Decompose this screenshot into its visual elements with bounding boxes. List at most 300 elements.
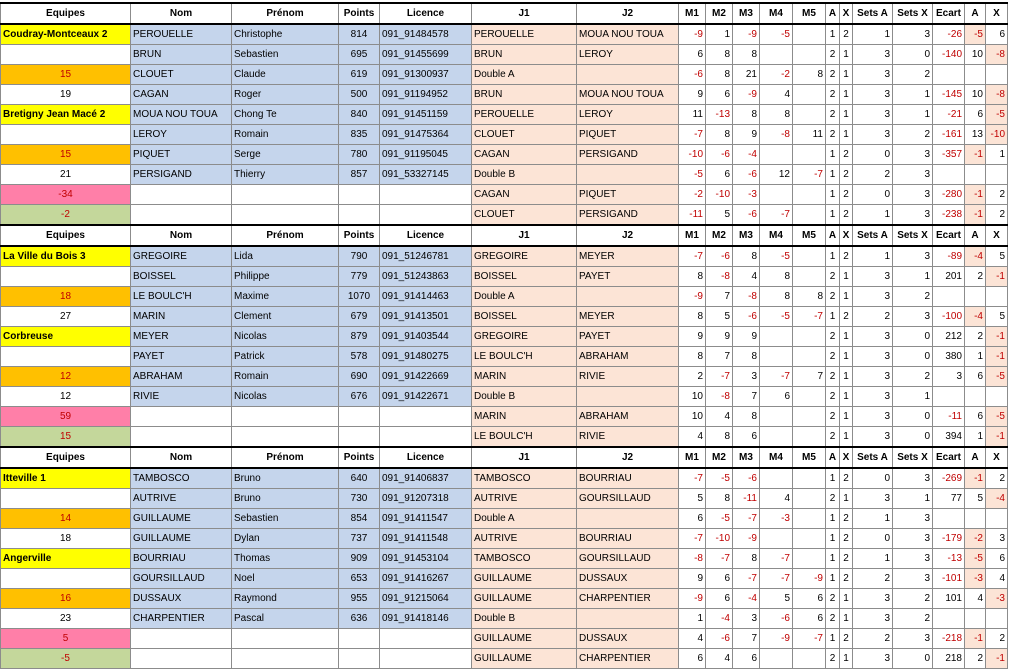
set-score-cell[interactable]: 6 — [733, 649, 760, 669]
result-a-cell[interactable]: 5 — [965, 489, 986, 509]
result-x-cell[interactable]: -10 — [986, 125, 1008, 145]
player-points-cell[interactable]: 790 — [339, 246, 380, 267]
player-licence-cell[interactable]: 091_91413501 — [380, 307, 472, 327]
player-firstname-cell[interactable]: Clement — [232, 307, 339, 327]
result-a-cell[interactable]: -1 — [965, 185, 986, 205]
sets-x-cell[interactable]: 3 — [893, 307, 933, 327]
set-score-cell[interactable]: 8 — [733, 347, 760, 367]
team-cell[interactable]: 15 — [1, 65, 131, 85]
col-header-j1[interactable]: J1 — [472, 3, 577, 24]
result-a-cell[interactable]: 10 — [965, 85, 986, 105]
player-firstname-cell[interactable]: Maxime — [232, 287, 339, 307]
match-player1-cell[interactable]: AUTRIVE — [472, 489, 577, 509]
result-x-cell[interactable]: 5 — [986, 307, 1008, 327]
sets-x-cell[interactable]: 3 — [893, 549, 933, 569]
set-score-cell[interactable]: -4 — [733, 589, 760, 609]
set-score-cell[interactable]: 8 — [733, 105, 760, 125]
player-name-cell[interactable]: PIQUET — [131, 145, 232, 165]
player-points-cell[interactable]: 619 — [339, 65, 380, 85]
result-a-cell[interactable]: -3 — [965, 569, 986, 589]
player-firstname-cell[interactable] — [232, 205, 339, 226]
sets-a-cell[interactable]: 3 — [853, 407, 893, 427]
set-score-cell[interactable]: 7 — [733, 387, 760, 407]
player-licence-cell[interactable]: 091_91451159 — [380, 105, 472, 125]
player-name-cell[interactable]: GUILLAUME — [131, 529, 232, 549]
match-player2-cell[interactable] — [577, 287, 679, 307]
set-score-cell[interactable] — [793, 85, 826, 105]
set-score-cell[interactable]: -3 — [733, 185, 760, 205]
match-player2-cell[interactable]: MOUA NOU TOUA — [577, 85, 679, 105]
ecart-cell[interactable]: -89 — [933, 246, 965, 267]
player-name-cell[interactable]: PAYET — [131, 347, 232, 367]
result-a-cell[interactable]: -4 — [965, 307, 986, 327]
set-score-cell[interactable] — [793, 267, 826, 287]
ecart-cell[interactable] — [933, 609, 965, 629]
col-header-points[interactable]: Points — [339, 3, 380, 24]
player-points-cell[interactable]: 653 — [339, 569, 380, 589]
player-name-cell[interactable]: DUSSAUX — [131, 589, 232, 609]
team-cell[interactable]: 19 — [1, 85, 131, 105]
col-header-equipes[interactable]: Equipes — [1, 225, 131, 246]
sets-a-cell[interactable]: 3 — [853, 327, 893, 347]
sets-x-cell[interactable]: 3 — [893, 205, 933, 226]
sets-won-x-cell[interactable]: 1 — [840, 589, 853, 609]
set-score-cell[interactable]: 8 — [706, 489, 733, 509]
sets-won-x-cell[interactable]: 1 — [840, 287, 853, 307]
team-cell[interactable] — [1, 569, 131, 589]
result-a-cell[interactable]: 2 — [965, 267, 986, 287]
set-score-cell[interactable]: 8 — [760, 267, 793, 287]
player-licence-cell[interactable]: 091_91418146 — [380, 609, 472, 629]
sets-won-a-cell[interactable]: 1 — [826, 185, 840, 205]
set-score-cell[interactable]: -7 — [733, 569, 760, 589]
set-score-cell[interactable]: 9 — [679, 85, 706, 105]
sets-x-cell[interactable]: 1 — [893, 85, 933, 105]
team-cell[interactable]: -34 — [1, 185, 131, 205]
set-score-cell[interactable]: 11 — [793, 125, 826, 145]
sets-a-cell[interactable]: 1 — [853, 246, 893, 267]
player-firstname-cell[interactable]: Noel — [232, 569, 339, 589]
set-score-cell[interactable] — [793, 489, 826, 509]
result-x-cell[interactable]: -1 — [986, 347, 1008, 367]
sets-won-a-cell[interactable]: 2 — [826, 387, 840, 407]
sets-x-cell[interactable]: 3 — [893, 468, 933, 489]
ecart-cell[interactable]: -357 — [933, 145, 965, 165]
ecart-cell[interactable]: -218 — [933, 629, 965, 649]
col-header-prenom[interactable]: Prénom — [232, 447, 339, 468]
sets-won-a-cell[interactable]: 1 — [826, 24, 840, 45]
set-score-cell[interactable]: -4 — [706, 609, 733, 629]
result-a-cell[interactable]: 2 — [965, 649, 986, 669]
result-x-cell[interactable]: 3 — [986, 529, 1008, 549]
result-x-cell[interactable]: 6 — [986, 549, 1008, 569]
match-player1-cell[interactable]: Double B — [472, 165, 577, 185]
set-score-cell[interactable]: 8 — [760, 287, 793, 307]
player-name-cell[interactable]: LEROY — [131, 125, 232, 145]
match-player2-cell[interactable] — [577, 65, 679, 85]
sets-won-a-cell[interactable]: 2 — [826, 347, 840, 367]
sets-won-a-cell[interactable]: 1 — [826, 468, 840, 489]
set-score-cell[interactable]: 8 — [679, 307, 706, 327]
player-licence-cell[interactable]: 091_91300937 — [380, 65, 472, 85]
set-score-cell[interactable]: 6 — [793, 609, 826, 629]
set-score-cell[interactable]: 8 — [733, 246, 760, 267]
player-firstname-cell[interactable] — [232, 629, 339, 649]
match-player2-cell[interactable]: LEROY — [577, 105, 679, 125]
set-score-cell[interactable]: -6 — [733, 165, 760, 185]
sets-won-x-cell[interactable]: 1 — [840, 407, 853, 427]
set-score-cell[interactable]: -9 — [679, 589, 706, 609]
col-header-a2[interactable]: A — [965, 447, 986, 468]
set-score-cell[interactable] — [793, 347, 826, 367]
sets-x-cell[interactable]: 2 — [893, 287, 933, 307]
set-score-cell[interactable]: 6 — [679, 45, 706, 65]
set-score-cell[interactable] — [760, 327, 793, 347]
player-name-cell[interactable] — [131, 427, 232, 448]
ecart-cell[interactable]: 218 — [933, 649, 965, 669]
player-firstname-cell[interactable]: Dylan — [232, 529, 339, 549]
sets-a-cell[interactable]: 0 — [853, 468, 893, 489]
player-firstname-cell[interactable]: Serge — [232, 145, 339, 165]
ecart-cell[interactable] — [933, 287, 965, 307]
col-header-licence[interactable]: Licence — [380, 447, 472, 468]
match-player1-cell[interactable]: GUILLAUME — [472, 569, 577, 589]
sets-won-x-cell[interactable]: 2 — [840, 145, 853, 165]
player-name-cell[interactable]: MOUA NOU TOUA — [131, 105, 232, 125]
col-header-x2[interactable]: X — [986, 447, 1008, 468]
team-cell[interactable]: 23 — [1, 609, 131, 629]
set-score-cell[interactable]: -10 — [706, 529, 733, 549]
set-score-cell[interactable] — [793, 24, 826, 45]
col-header-m3[interactable]: M3 — [733, 447, 760, 468]
result-a-cell[interactable]: 2 — [965, 327, 986, 347]
team-cell[interactable]: 15 — [1, 427, 131, 448]
set-score-cell[interactable]: 8 — [793, 65, 826, 85]
sets-x-cell[interactable]: 0 — [893, 649, 933, 669]
set-score-cell[interactable]: 6 — [706, 589, 733, 609]
result-x-cell[interactable]: 2 — [986, 468, 1008, 489]
player-firstname-cell[interactable]: Bruno — [232, 489, 339, 509]
player-firstname-cell[interactable] — [232, 185, 339, 205]
set-score-cell[interactable]: -6 — [706, 145, 733, 165]
player-licence-cell[interactable]: 091_91194952 — [380, 85, 472, 105]
player-name-cell[interactable]: BRUN — [131, 45, 232, 65]
player-licence-cell[interactable] — [380, 427, 472, 448]
sets-a-cell[interactable]: 3 — [853, 387, 893, 407]
result-x-cell[interactable]: 4 — [986, 569, 1008, 589]
result-a-cell[interactable] — [965, 387, 986, 407]
player-firstname-cell[interactable]: Nicolas — [232, 387, 339, 407]
match-player1-cell[interactable]: Double B — [472, 609, 577, 629]
sets-won-x-cell[interactable]: 1 — [840, 327, 853, 347]
player-name-cell[interactable]: GUILLAUME — [131, 509, 232, 529]
result-x-cell[interactable]: -4 — [986, 489, 1008, 509]
col-header-ecart[interactable]: Ecart — [933, 447, 965, 468]
sets-won-x-cell[interactable]: 2 — [840, 246, 853, 267]
match-player2-cell[interactable] — [577, 165, 679, 185]
set-score-cell[interactable]: 2 — [679, 367, 706, 387]
set-score-cell[interactable]: -7 — [679, 529, 706, 549]
sets-x-cell[interactable]: 3 — [893, 509, 933, 529]
set-score-cell[interactable] — [760, 145, 793, 165]
col-header-sets-x[interactable]: Sets X — [893, 225, 933, 246]
set-score-cell[interactable]: 4 — [706, 407, 733, 427]
sets-won-x-cell[interactable]: 2 — [840, 529, 853, 549]
player-licence-cell[interactable]: 091_91411547 — [380, 509, 472, 529]
sets-won-x-cell[interactable]: 2 — [840, 629, 853, 649]
team-cell[interactable]: Coudray-Montceaux 2 — [1, 24, 131, 45]
sets-x-cell[interactable]: 0 — [893, 45, 933, 65]
result-a-cell[interactable]: -1 — [965, 629, 986, 649]
col-header-licence[interactable]: Licence — [380, 3, 472, 24]
sets-a-cell[interactable]: 2 — [853, 629, 893, 649]
set-score-cell[interactable]: -5 — [706, 509, 733, 529]
player-licence-cell[interactable]: 091_91195045 — [380, 145, 472, 165]
set-score-cell[interactable]: -9 — [733, 529, 760, 549]
col-header-m3[interactable]: M3 — [733, 225, 760, 246]
ecart-cell[interactable]: -145 — [933, 85, 965, 105]
sets-won-a-cell[interactable]: 1 — [826, 205, 840, 226]
sets-x-cell[interactable]: 3 — [893, 145, 933, 165]
set-score-cell[interactable]: 5 — [706, 205, 733, 226]
team-cell[interactable]: 5 — [1, 629, 131, 649]
player-points-cell[interactable]: 857 — [339, 165, 380, 185]
set-score-cell[interactable]: -6 — [760, 609, 793, 629]
sets-a-cell[interactable]: 3 — [853, 85, 893, 105]
col-header-j2[interactable]: J2 — [577, 447, 679, 468]
set-score-cell[interactable] — [793, 407, 826, 427]
sets-won-a-cell[interactable]: 2 — [826, 427, 840, 448]
player-licence-cell[interactable]: 091_91484578 — [380, 24, 472, 45]
set-score-cell[interactable]: 5 — [760, 589, 793, 609]
match-player1-cell[interactable]: AUTRIVE — [472, 529, 577, 549]
set-score-cell[interactable]: -2 — [679, 185, 706, 205]
player-licence-cell[interactable]: 091_91480275 — [380, 347, 472, 367]
set-score-cell[interactable]: 7 — [733, 629, 760, 649]
set-score-cell[interactable]: -7 — [760, 367, 793, 387]
set-score-cell[interactable]: -7 — [793, 629, 826, 649]
set-score-cell[interactable]: 4 — [679, 427, 706, 448]
sets-won-x-cell[interactable]: 1 — [840, 105, 853, 125]
player-licence-cell[interactable]: 091_91411548 — [380, 529, 472, 549]
set-score-cell[interactable]: -7 — [706, 549, 733, 569]
set-score-cell[interactable]: -7 — [793, 165, 826, 185]
result-a-cell[interactable] — [965, 509, 986, 529]
sets-won-x-cell[interactable]: 1 — [840, 347, 853, 367]
set-score-cell[interactable] — [793, 327, 826, 347]
set-score-cell[interactable] — [760, 427, 793, 448]
sets-won-a-cell[interactable]: 1 — [826, 549, 840, 569]
set-score-cell[interactable] — [793, 549, 826, 569]
sets-a-cell[interactable]: 3 — [853, 609, 893, 629]
set-score-cell[interactable]: -5 — [760, 24, 793, 45]
player-firstname-cell[interactable]: Pascal — [232, 609, 339, 629]
sets-won-x-cell[interactable]: 2 — [840, 549, 853, 569]
set-score-cell[interactable]: 4 — [706, 649, 733, 669]
match-player1-cell[interactable]: GUILLAUME — [472, 649, 577, 669]
set-score-cell[interactable]: -9 — [733, 24, 760, 45]
set-score-cell[interactable] — [793, 105, 826, 125]
set-score-cell[interactable]: 8 — [733, 45, 760, 65]
player-licence-cell[interactable] — [380, 629, 472, 649]
set-score-cell[interactable]: 4 — [760, 489, 793, 509]
sets-won-a-cell[interactable]: 1 — [826, 165, 840, 185]
team-cell[interactable]: Itteville 1 — [1, 468, 131, 489]
player-points-cell[interactable]: 780 — [339, 145, 380, 165]
match-player1-cell[interactable]: GREGOIRE — [472, 246, 577, 267]
ecart-cell[interactable] — [933, 387, 965, 407]
set-score-cell[interactable]: 8 — [679, 267, 706, 287]
set-score-cell[interactable]: 6 — [733, 427, 760, 448]
sets-won-a-cell[interactable]: 2 — [826, 327, 840, 347]
match-player2-cell[interactable]: MOUA NOU TOUA — [577, 24, 679, 45]
team-cell[interactable]: 12 — [1, 387, 131, 407]
set-score-cell[interactable]: -5 — [760, 307, 793, 327]
set-score-cell[interactable] — [760, 185, 793, 205]
sets-x-cell[interactable]: 3 — [893, 246, 933, 267]
match-player1-cell[interactable]: MARIN — [472, 367, 577, 387]
sets-a-cell[interactable]: 3 — [853, 347, 893, 367]
col-header-equipes[interactable]: Equipes — [1, 3, 131, 24]
sets-x-cell[interactable]: 1 — [893, 267, 933, 287]
player-licence-cell[interactable] — [380, 407, 472, 427]
ecart-cell[interactable]: 201 — [933, 267, 965, 287]
sets-won-a-cell[interactable]: 2 — [826, 489, 840, 509]
player-licence-cell[interactable]: 091_51246781 — [380, 246, 472, 267]
player-firstname-cell[interactable]: Lida — [232, 246, 339, 267]
sets-won-x-cell[interactable]: 2 — [840, 307, 853, 327]
set-score-cell[interactable]: 8 — [706, 427, 733, 448]
result-x-cell[interactable] — [986, 65, 1008, 85]
set-score-cell[interactable]: 8 — [706, 45, 733, 65]
sets-won-a-cell[interactable]: 2 — [826, 589, 840, 609]
player-licence-cell[interactable]: 091_91475364 — [380, 125, 472, 145]
ecart-cell[interactable]: 394 — [933, 427, 965, 448]
player-points-cell[interactable]: 640 — [339, 468, 380, 489]
set-score-cell[interactable]: -7 — [706, 367, 733, 387]
player-name-cell[interactable]: BOURRIAU — [131, 549, 232, 569]
match-player2-cell[interactable]: DUSSAUX — [577, 629, 679, 649]
match-player2-cell[interactable]: PIQUET — [577, 185, 679, 205]
sets-x-cell[interactable]: 2 — [893, 125, 933, 145]
match-player1-cell[interactable]: LE BOULC'H — [472, 347, 577, 367]
player-licence-cell[interactable]: 091_91414463 — [380, 287, 472, 307]
col-header-j1[interactable]: J1 — [472, 225, 577, 246]
result-x-cell[interactable]: -1 — [986, 267, 1008, 287]
player-points-cell[interactable]: 955 — [339, 589, 380, 609]
result-a-cell[interactable]: 6 — [965, 105, 986, 125]
result-a-cell[interactable]: 1 — [965, 427, 986, 448]
player-firstname-cell[interactable]: Nicolas — [232, 327, 339, 347]
col-header-m2[interactable]: M2 — [706, 447, 733, 468]
match-player2-cell[interactable]: MEYER — [577, 307, 679, 327]
sets-won-x-cell[interactable]: 2 — [840, 185, 853, 205]
col-header-x2[interactable]: X — [986, 225, 1008, 246]
set-score-cell[interactable]: -2 — [760, 65, 793, 85]
result-a-cell[interactable]: 10 — [965, 45, 986, 65]
col-header-m4[interactable]: M4 — [760, 225, 793, 246]
set-score-cell[interactable] — [760, 45, 793, 65]
col-header-a[interactable]: A — [826, 225, 840, 246]
set-score-cell[interactable]: -8 — [679, 549, 706, 569]
match-player1-cell[interactable]: Double B — [472, 387, 577, 407]
set-score-cell[interactable]: -13 — [706, 105, 733, 125]
player-licence-cell[interactable]: 091_91416267 — [380, 569, 472, 589]
player-points-cell[interactable]: 730 — [339, 489, 380, 509]
player-points-cell[interactable]: 840 — [339, 105, 380, 125]
col-header-sets-x[interactable]: Sets X — [893, 447, 933, 468]
player-firstname-cell[interactable]: Philippe — [232, 267, 339, 287]
result-a-cell[interactable] — [965, 609, 986, 629]
player-points-cell[interactable] — [339, 185, 380, 205]
player-points-cell[interactable]: 676 — [339, 387, 380, 407]
sets-won-x-cell[interactable]: 1 — [840, 609, 853, 629]
sets-won-x-cell[interactable]: 2 — [840, 205, 853, 226]
match-player2-cell[interactable]: BOURRIAU — [577, 529, 679, 549]
col-header-a2[interactable]: A — [965, 225, 986, 246]
sets-a-cell[interactable]: 3 — [853, 287, 893, 307]
sets-won-x-cell[interactable]: 1 — [840, 125, 853, 145]
sets-a-cell[interactable]: 1 — [853, 205, 893, 226]
player-firstname-cell[interactable]: Thomas — [232, 549, 339, 569]
set-score-cell[interactable]: -6 — [733, 205, 760, 226]
sets-won-a-cell[interactable]: 1 — [826, 629, 840, 649]
set-score-cell[interactable]: -5 — [760, 246, 793, 267]
sets-won-a-cell[interactable]: 1 — [826, 509, 840, 529]
match-player1-cell[interactable]: BOISSEL — [472, 267, 577, 287]
sets-a-cell[interactable]: 2 — [853, 165, 893, 185]
set-score-cell[interactable]: -8 — [706, 387, 733, 407]
player-licence-cell[interactable]: 091_91453104 — [380, 549, 472, 569]
result-x-cell[interactable] — [986, 387, 1008, 407]
match-player1-cell[interactable]: PEROUELLE — [472, 105, 577, 125]
sets-won-a-cell[interactable]: 2 — [826, 287, 840, 307]
sets-won-a-cell[interactable]: 1 — [826, 246, 840, 267]
set-score-cell[interactable]: -4 — [733, 145, 760, 165]
sets-x-cell[interactable]: 2 — [893, 589, 933, 609]
player-licence-cell[interactable]: 091_91422669 — [380, 367, 472, 387]
player-points-cell[interactable] — [339, 629, 380, 649]
sets-x-cell[interactable]: 1 — [893, 489, 933, 509]
player-licence-cell[interactable]: 091_91455699 — [380, 45, 472, 65]
sets-won-a-cell[interactable]: 2 — [826, 267, 840, 287]
sets-won-x-cell[interactable]: 1 — [840, 65, 853, 85]
set-score-cell[interactable]: -8 — [733, 287, 760, 307]
player-name-cell[interactable]: BOISSEL — [131, 267, 232, 287]
sets-won-a-cell[interactable]: 2 — [826, 45, 840, 65]
match-player2-cell[interactable]: ABRAHAM — [577, 347, 679, 367]
col-header-m1[interactable]: M1 — [679, 225, 706, 246]
col-header-prenom[interactable]: Prénom — [232, 225, 339, 246]
set-score-cell[interactable]: -6 — [706, 246, 733, 267]
result-x-cell[interactable]: 5 — [986, 246, 1008, 267]
player-name-cell[interactable]: MEYER — [131, 327, 232, 347]
col-header-x[interactable]: X — [840, 3, 853, 24]
sets-won-x-cell[interactable]: 2 — [840, 569, 853, 589]
set-score-cell[interactable]: 4 — [733, 267, 760, 287]
set-score-cell[interactable] — [793, 649, 826, 669]
col-header-m5[interactable]: M5 — [793, 447, 826, 468]
result-x-cell[interactable]: 2 — [986, 629, 1008, 649]
team-cell[interactable]: Bretigny Jean Macé 2 — [1, 105, 131, 125]
set-score-cell[interactable]: -7 — [760, 569, 793, 589]
set-score-cell[interactable]: -7 — [733, 509, 760, 529]
set-score-cell[interactable] — [760, 407, 793, 427]
match-player2-cell[interactable]: CHARPENTIER — [577, 589, 679, 609]
set-score-cell[interactable] — [793, 427, 826, 448]
set-score-cell[interactable]: 7 — [706, 287, 733, 307]
set-score-cell[interactable]: -6 — [679, 65, 706, 85]
